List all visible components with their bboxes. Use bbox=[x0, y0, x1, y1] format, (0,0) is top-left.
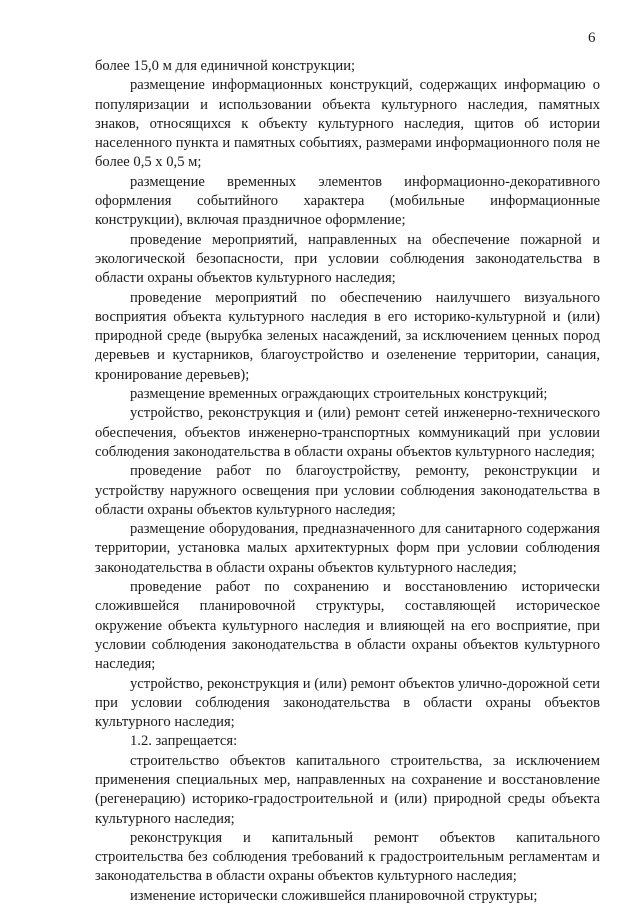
paragraph: размещение временных элементов информационно-декоративного оформления событийного характера (мобильные информационные конструкции), включая праздничное оформление; bbox=[95, 173, 600, 229]
paragraph: размещение оборудования, предназначенного для санитарного содержания территории, установка малых архитектурных форм при условии соблюдения законодательства в области охраны объектов культурного наследия; bbox=[95, 521, 600, 576]
paragraph: более 15,0 м для единичной конструкции; bbox=[95, 58, 356, 74]
paragraph: устройство, реконструкция и (или) ремонт сетей инженерно-технического обеспечения, объектов инженерно-транспортных коммуникаций при условии соблюдения законодательства в области охраны объектов культурного наследия; bbox=[95, 405, 600, 460]
page-number: 6 bbox=[588, 30, 596, 46]
paragraph: проведение работ по благоустройству, ремонту, реконструкции и устройству наружного освещения при условии соблюдения законодательства в области охраны объектов культурного наследия; bbox=[95, 463, 600, 518]
paragraph: размещение временных ограждающих строительных конструкций; bbox=[130, 386, 548, 403]
paragraph: размещение информационных конструкций, содержащих информацию о популяризации и использовании объекта культурного наследия, памятных знаков, относящихся к объекту культурного наследия, щитов об истории населенного пункта и памятных событиях, размерами информационного поля не более 0,5 х 0,5 м; bbox=[95, 77, 600, 171]
paragraph: устройство, реконструкция и (или) ремонт объектов улично-дорожной сети при условии соблюдения законодательства в области охраны объектов культурного наследия; bbox=[95, 675, 600, 731]
section-heading: 1.2. запрещается: bbox=[130, 733, 238, 750]
paragraph: проведение мероприятий по обеспечению наилучшего визуального восприятия объекта культурного наследия в его историко-культурной и (или) природной среде (вырубка зеленых насаждений, за исключением ценных пород деревьев и кустарников, благоустройство и озеленение территории, санация, кронирование деревьев); bbox=[95, 289, 600, 383]
paragraph: проведение работ по сохранению и восстановлению исторически сложившейся планировочной структуры, составляющей историческое окружение объекта культурного наследия и влияющей на его восприятие, при условии соблюдения законодательства в области охраны объектов культурного наследия; bbox=[95, 579, 600, 673]
paragraph: строительство объектов капитального строительства, за исключением применения специальных мер, направленных на сохранение и восстановление (регенерацию) историко-градостроительной и (или) природной среды объекта культурного наследия; bbox=[95, 752, 600, 827]
paragraph: реконструкция и капитальный ремонт объектов капитального строительства без соблюдения требований к градостроительным регламентам и законодательства в области охраны объектов культурного наследия; bbox=[95, 829, 600, 885]
document-body bbox=[95, 57, 600, 906]
paragraph: изменение исторически сложившейся планировочной структуры; bbox=[130, 887, 538, 904]
paragraph: проведение мероприятий, направленных на обеспечение пожарной и экологической безопасности, при условии соблюдения законодательства в области охраны объектов культурного наследия; bbox=[95, 231, 600, 287]
